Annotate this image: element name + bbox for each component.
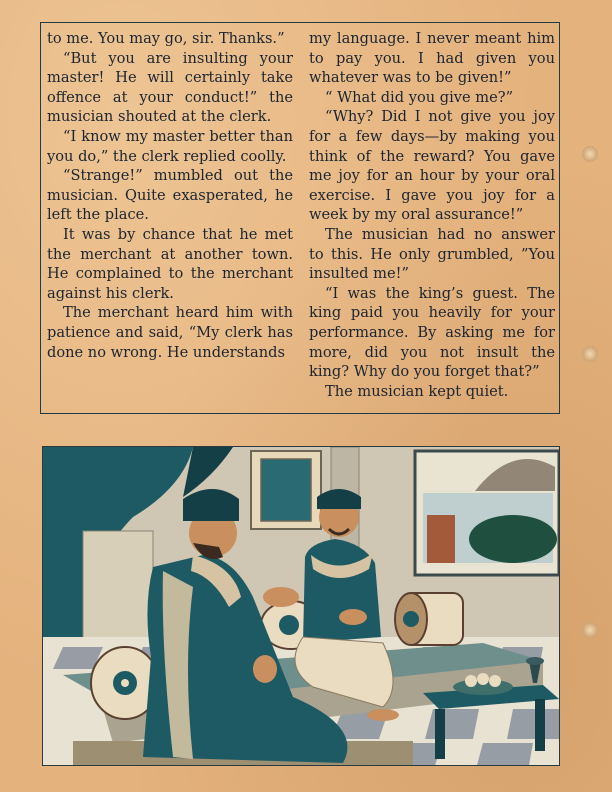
paragraph: my language. I never meant him to pay you. I had given you whatever was to be given!” bbox=[309, 30, 555, 87]
story-column-left bbox=[47, 29, 293, 362]
paragraph: “Strange!” mumbled out the musician. Quite exasperated, he left the place. bbox=[47, 167, 293, 224]
page-punch-hole bbox=[582, 146, 598, 162]
page-punch-hole bbox=[582, 346, 598, 362]
paragraph: The musician had no answer to this. He only grumbled, ”You insulted me!” bbox=[309, 225, 555, 283]
story-illustration bbox=[42, 446, 560, 766]
paragraph: It was by chance that he met the merchant at another town. He complained to the merchant against his clerk. bbox=[47, 225, 293, 302]
cushion-drum-right bbox=[395, 593, 463, 645]
paragraph: The musician kept quiet. bbox=[325, 382, 509, 400]
story-text-frame bbox=[40, 22, 560, 414]
page-punch-hole bbox=[582, 622, 598, 638]
story-column-right bbox=[309, 29, 555, 401]
paragraph: The merchant heard him with patience and said, “My clerk has done no wrong. He understands bbox=[47, 304, 293, 361]
paragraph: “I know my master better than you do,” the clerk replied coolly. bbox=[47, 127, 293, 165]
paragraph: “Why? Did I not give you joy for a few days—by making you think of the reward? You gave me joy for an hour by your oral exercise. I gave you joy for a week by my oral assurance!” bbox=[309, 108, 555, 224]
paragraph: “But you are insulting your master! He will certainly take offence at your conduct!” the musician shouted at the clerk. bbox=[47, 49, 293, 126]
paragraph: to me. You may go, sir. Thanks.” bbox=[47, 30, 285, 47]
paragraph: “ What did you give me?” bbox=[325, 88, 514, 106]
paragraph: “I was the king’s guest. The king paid you heavily for your performance. By asking me for more, did you not insult the king? Why do you forget that?” bbox=[309, 284, 555, 381]
